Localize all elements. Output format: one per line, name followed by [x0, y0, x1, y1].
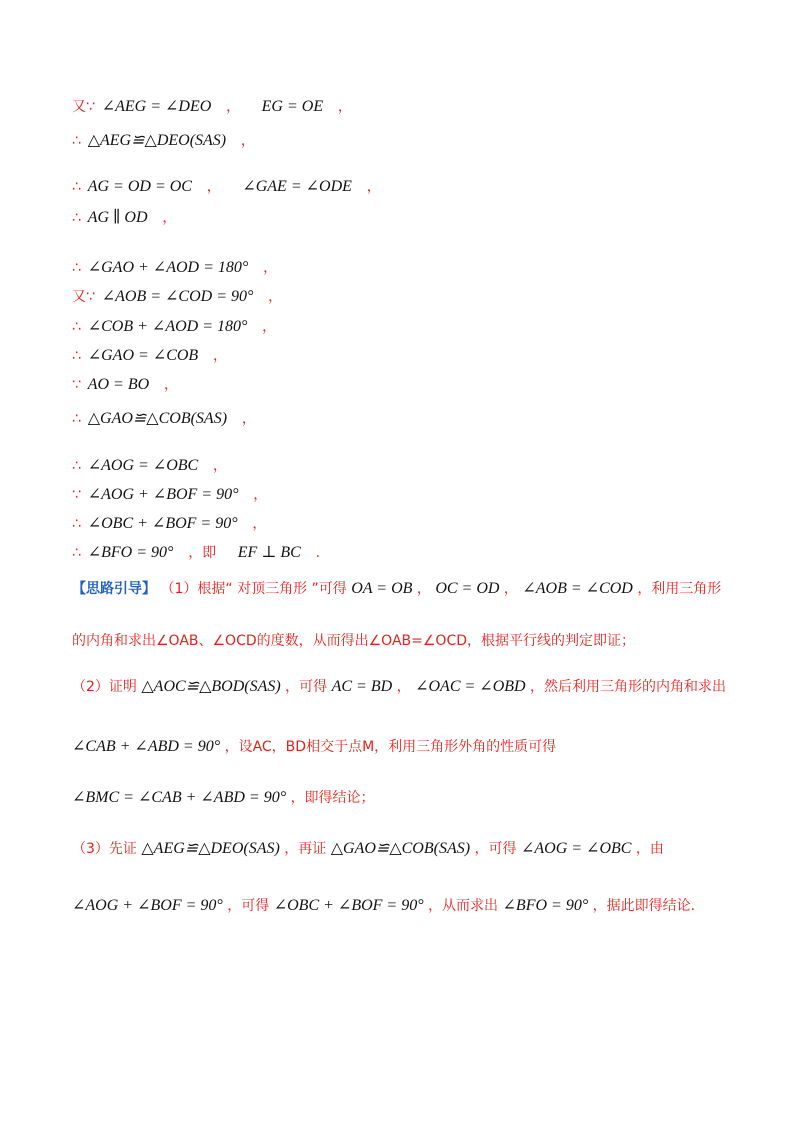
guide-text: （2）证明 — [72, 679, 137, 695]
proof-prefix: ∴ — [72, 458, 81, 474]
guide-text: ，利用三角形 — [637, 581, 722, 597]
guide-math: OA = OB — [351, 580, 413, 597]
guide-text: ， — [503, 581, 518, 597]
proof-line — [72, 176, 381, 196]
proof-prefix: ∴ — [72, 348, 81, 364]
proof-mid: ，即 — [188, 545, 217, 561]
proof-math2: EG = OE — [261, 98, 324, 115]
guide-text: ， — [416, 581, 431, 597]
guide-text: ， — [396, 679, 411, 695]
proof-line — [72, 286, 282, 306]
guide-math: △GAO≌△COB(SAS) — [330, 840, 471, 857]
guide-text: （1）根据“ 对顶三角形 ”可得 — [160, 581, 347, 597]
guide-heading: 【思路引导】 — [72, 581, 156, 597]
proof-line — [72, 345, 227, 365]
proof-line — [72, 257, 277, 277]
proof-suffix: ， — [253, 487, 268, 503]
guide-p1-line1 — [72, 578, 721, 598]
proof-math: ∠COB + ∠AOD = 180° — [87, 318, 248, 335]
proof-math: ∠OBC + ∠BOF = 90° — [87, 515, 238, 532]
proof-prefix: ∴ — [72, 260, 81, 276]
proof-math: AO = BO — [87, 376, 150, 393]
proof-prefix: ∴ — [72, 411, 81, 427]
proof-math: ∠GAO + ∠AOD = 180° — [87, 259, 249, 276]
guide-p2-line3 — [72, 787, 375, 807]
proof-math: AG = OD = OC — [87, 178, 192, 195]
proof-line — [72, 542, 320, 562]
guide-math: △AOC≌△BOD(SAS) — [141, 678, 281, 695]
proof-suffix: ， — [268, 289, 283, 305]
guide-math: ∠AOB = ∠COD — [522, 580, 633, 597]
proof-suffix: . — [315, 545, 321, 561]
proof-line — [72, 408, 256, 428]
guide-text: ，据此即得结论. — [592, 898, 696, 914]
proof-prefix: ∴ — [72, 133, 81, 149]
proof-line — [72, 130, 255, 150]
guide-math: ∠OBC + ∠BOF = 90° — [273, 897, 424, 914]
proof-suffix: ， — [212, 348, 227, 364]
guide-math: ∠AOG + ∠BOF = 90° — [72, 897, 223, 914]
proof-math2: ∠GAE = ∠ODE — [242, 178, 352, 195]
guide-math: △AEG≌△DEO(SAS) — [141, 840, 280, 857]
guide-math: ∠AOG = ∠OBC — [520, 840, 632, 857]
proof-prefix: ∴ — [72, 179, 81, 195]
proof-prefix: ∴ — [72, 210, 81, 226]
proof-prefix: ∵ — [72, 377, 81, 393]
proof-math: ∠AOG = ∠OBC — [87, 457, 199, 474]
proof-math: △AEG≌△DEO(SAS) — [87, 132, 227, 149]
proof-suffix: ， — [162, 210, 177, 226]
proof-prefix: ∴ — [72, 319, 81, 335]
proof-prefix: ∴ — [72, 545, 81, 561]
proof-suffix: ， — [366, 179, 381, 195]
proof-suffix: ， — [252, 516, 267, 532]
proof-line — [72, 484, 267, 504]
guide-p3-line2 — [72, 895, 695, 915]
proof-prefix: 又∵ — [72, 99, 95, 115]
guide-math: ∠BFO = 90° — [502, 897, 589, 914]
proof-prefix: 又∵ — [72, 289, 95, 305]
proof-math: ∠AOB = ∠COD = 90° — [101, 288, 254, 305]
proof-line — [72, 96, 352, 116]
proof-suffix: ， — [212, 458, 227, 474]
guide-text: ，从而求出 — [428, 898, 499, 914]
guide-text: ，可得 — [474, 841, 517, 857]
guide-text: ，设AC，BD相交于点M，利用三角形外角的性质可得 — [224, 739, 557, 755]
proof-line — [72, 316, 276, 336]
proof-line — [72, 207, 176, 227]
proof-line — [72, 513, 266, 533]
guide-p1-line2: 的内角和求出∠OAB、∠OCD的度数，从而得出∠OAB=∠OCD，根据平行线的判定即证； — [72, 633, 635, 649]
proof-math: ∠BFO = 90° — [87, 544, 174, 561]
guide-p2-line2 — [72, 736, 556, 756]
proof-line — [72, 455, 227, 475]
proof-suffix: ， — [263, 260, 278, 276]
proof-mid: ， — [226, 99, 241, 115]
guide-text: ，然后利用三角形的内角和求出 — [530, 679, 727, 695]
proof-suffix: ， — [337, 99, 352, 115]
proof-math: △GAO≌△COB(SAS) — [87, 410, 228, 427]
guide-text: （3）先证 — [72, 841, 137, 857]
guide-text: ，可得 — [227, 898, 270, 914]
proof-math: ∠AEG = ∠DEO — [101, 98, 212, 115]
proof-math: ∠GAO = ∠COB — [87, 347, 199, 364]
guide-math: AC = BD — [331, 678, 393, 695]
proof-prefix: ∵ — [72, 487, 81, 503]
guide-text: ，可得 — [285, 679, 328, 695]
proof-math2: EF ⊥ BC — [237, 544, 301, 561]
proof-suffix: ， — [163, 377, 178, 393]
guide-math: ∠CAB + ∠ABD = 90° — [72, 738, 221, 755]
guide-text: ，再证 — [284, 841, 327, 857]
proof-suffix: ， — [240, 133, 255, 149]
guide-text: ，即得结论； — [290, 790, 375, 806]
guide-math: OC = OD — [435, 580, 500, 597]
guide-p2-line1 — [72, 676, 726, 696]
guide-text: ，由 — [635, 841, 664, 857]
guide-math: ∠BMC = ∠CAB + ∠ABD = 90° — [72, 789, 287, 806]
proof-math: ∠AOG + ∠BOF = 90° — [87, 486, 239, 503]
proof-mid: ， — [206, 179, 221, 195]
proof-suffix: ， — [241, 411, 256, 427]
guide-p3-line1 — [72, 838, 664, 858]
proof-prefix: ∴ — [72, 516, 81, 532]
guide-math: ∠OAC = ∠OBD — [415, 678, 526, 695]
proof-line — [72, 374, 178, 394]
proof-suffix: ， — [262, 319, 277, 335]
proof-math: AG ∥ OD — [87, 209, 148, 226]
